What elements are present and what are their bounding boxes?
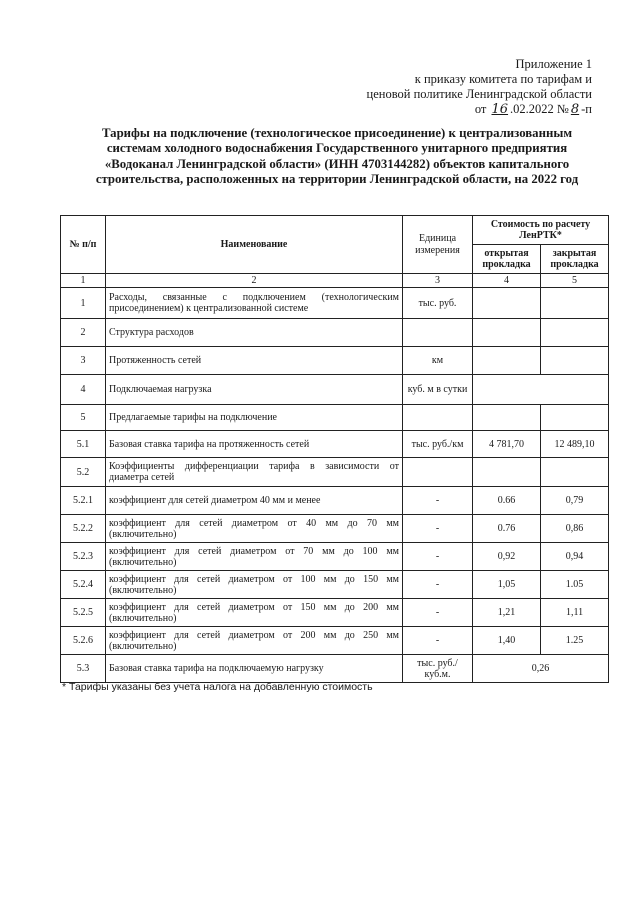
row-num: 5.2.5 [61,599,106,627]
row-open [473,347,541,375]
table-row [61,487,609,515]
row-closed [541,458,609,487]
row-unit: - [403,543,473,571]
row-open [473,288,541,319]
header-closed: закрытая прокладка [541,245,609,274]
row-unit: - [403,599,473,627]
footnote: * Тарифы указаны без учета налога на добавленную стоимость [62,681,373,693]
row-open [473,458,541,487]
row-num: 5.2.3 [61,543,106,571]
table-row [61,319,609,347]
appendix-label: Приложение 1 [515,57,592,71]
row-unit: - [403,515,473,543]
row-name: коэффициент для сетей диаметром от 150 мм до 200 мм (включительно) [106,599,403,627]
table-row [61,655,609,683]
row-num: 5.2.6 [61,627,106,655]
row-open [473,319,541,347]
table-row [61,288,609,319]
row-closed: 0,86 [541,515,609,543]
row-unit [403,405,473,431]
table-row [61,431,609,458]
row-num: 2 [61,319,106,347]
date-rest: .02.2022 № [510,102,569,116]
row-open: 0,92 [473,543,541,571]
title-line: системам холодного водоснабжения Государственного унитарного предприятия [106,141,568,156]
order-number-handwritten: 8 [570,102,580,117]
row-open [473,405,541,431]
table-row [61,347,609,375]
row-num: 5.2 [61,458,106,487]
row-closed [541,347,609,375]
row-value-merged [473,375,609,405]
header-num: № п/п [61,216,106,274]
row-name: Базовая ставка тарифа на подключаемую нагрузку [106,655,403,683]
row-closed: 0,94 [541,543,609,571]
index-cell: 5 [541,274,609,288]
index-cell: 1 [61,274,106,288]
row-unit: - [403,571,473,599]
appendix-header [352,57,592,117]
document-title [72,126,602,187]
row-name: коэффициент для сетей диаметром от 40 мм до 70 мм (включительно) [106,515,403,543]
header-cost: Стоимость по расчету ЛенРТК* [473,216,609,245]
row-unit: тыс. руб. [403,288,473,319]
index-cell: 3 [403,274,473,288]
index-row [61,274,609,288]
row-value-merged: 0,26 [473,655,609,683]
row-name: Структура расходов [106,319,403,347]
table-row [61,375,609,405]
row-unit: км [403,347,473,375]
row-unit [403,458,473,487]
table-row [61,543,609,571]
row-unit: тыс. руб./куб.м. [403,655,473,683]
row-unit: куб. м в сутки [403,375,473,405]
order-reference: к приказу комитета по тарифам и [414,72,592,86]
row-num: 5.1 [61,431,106,458]
row-closed: 0,79 [541,487,609,515]
header-unit: Единица измерения [403,216,473,274]
title-line: Тарифы на подключение (технологическое присоединение) к централизованным [101,126,573,140]
row-unit [403,319,473,347]
row-name: коэффициент для сетей диаметром от 100 мм до 150 мм (включительно) [106,571,403,599]
row-num: 5.2.4 [61,571,106,599]
row-num: 1 [61,288,106,319]
row-name: коэффициент для сетей диаметром 40 мм и менее [106,487,403,515]
table-row [61,571,609,599]
row-num: 5.3 [61,655,106,683]
row-open: 1,21 [473,599,541,627]
row-num: 4 [61,375,106,405]
row-num: 5.2.2 [61,515,106,543]
row-num: 5 [61,405,106,431]
row-open: 4 781,70 [473,431,541,458]
row-name: Расходы, связанные с подключением (технологическим присоединением) к централизованной системе [106,288,403,319]
date-day-handwritten: 16 [491,102,509,117]
title-line: «Водоканал Ленинградской области» (ИНН 4703144282) объектов капитального [104,156,570,171]
row-closed: 12 489,10 [541,431,609,458]
table-row [61,458,609,487]
row-name: коэффициент для сетей диаметром от 70 мм до 100 мм (включительно) [106,543,403,571]
index-cell: 4 [473,274,541,288]
table-row [61,405,609,431]
row-unit: - [403,487,473,515]
row-closed [541,319,609,347]
title-line: строительства, расположенных на территории Ленинградской области, на 2022 год [95,171,579,186]
row-open: 0.66 [473,487,541,515]
header-name: Наименование [106,216,403,274]
order-suffix: -п [581,102,592,116]
row-closed [541,288,609,319]
table-row [61,515,609,543]
row-num: 3 [61,347,106,375]
order-date-line [352,102,592,117]
header-open: открытая прокладка [473,245,541,274]
row-open: 1,05 [473,571,541,599]
tariff-table [60,215,609,683]
row-name: Коэффициенты дифференциации тарифа в зависимости от диаметра сетей [106,458,403,487]
date-prefix: от [474,102,487,116]
index-cell: 2 [106,274,403,288]
row-unit: тыс. руб./км [403,431,473,458]
row-unit: - [403,627,473,655]
row-name: Предлагаемые тарифы на подключение [106,405,403,431]
row-open: 1,40 [473,627,541,655]
row-name: коэффициент для сетей диаметром от 200 мм до 250 мм (включительно) [106,627,403,655]
row-closed: 1,11 [541,599,609,627]
row-name: Базовая ставка тарифа на протяженность сетей [106,431,403,458]
row-num: 5.2.1 [61,487,106,515]
row-closed [541,405,609,431]
row-name: Подключаемая нагрузка [106,375,403,405]
row-closed: 1.25 [541,627,609,655]
row-open: 0.76 [473,515,541,543]
table-row [61,627,609,655]
table-row [61,599,609,627]
row-name: Протяженность сетей [106,347,403,375]
committee-name: ценовой политике Ленинградской области [366,87,592,101]
row-closed: 1.05 [541,571,609,599]
